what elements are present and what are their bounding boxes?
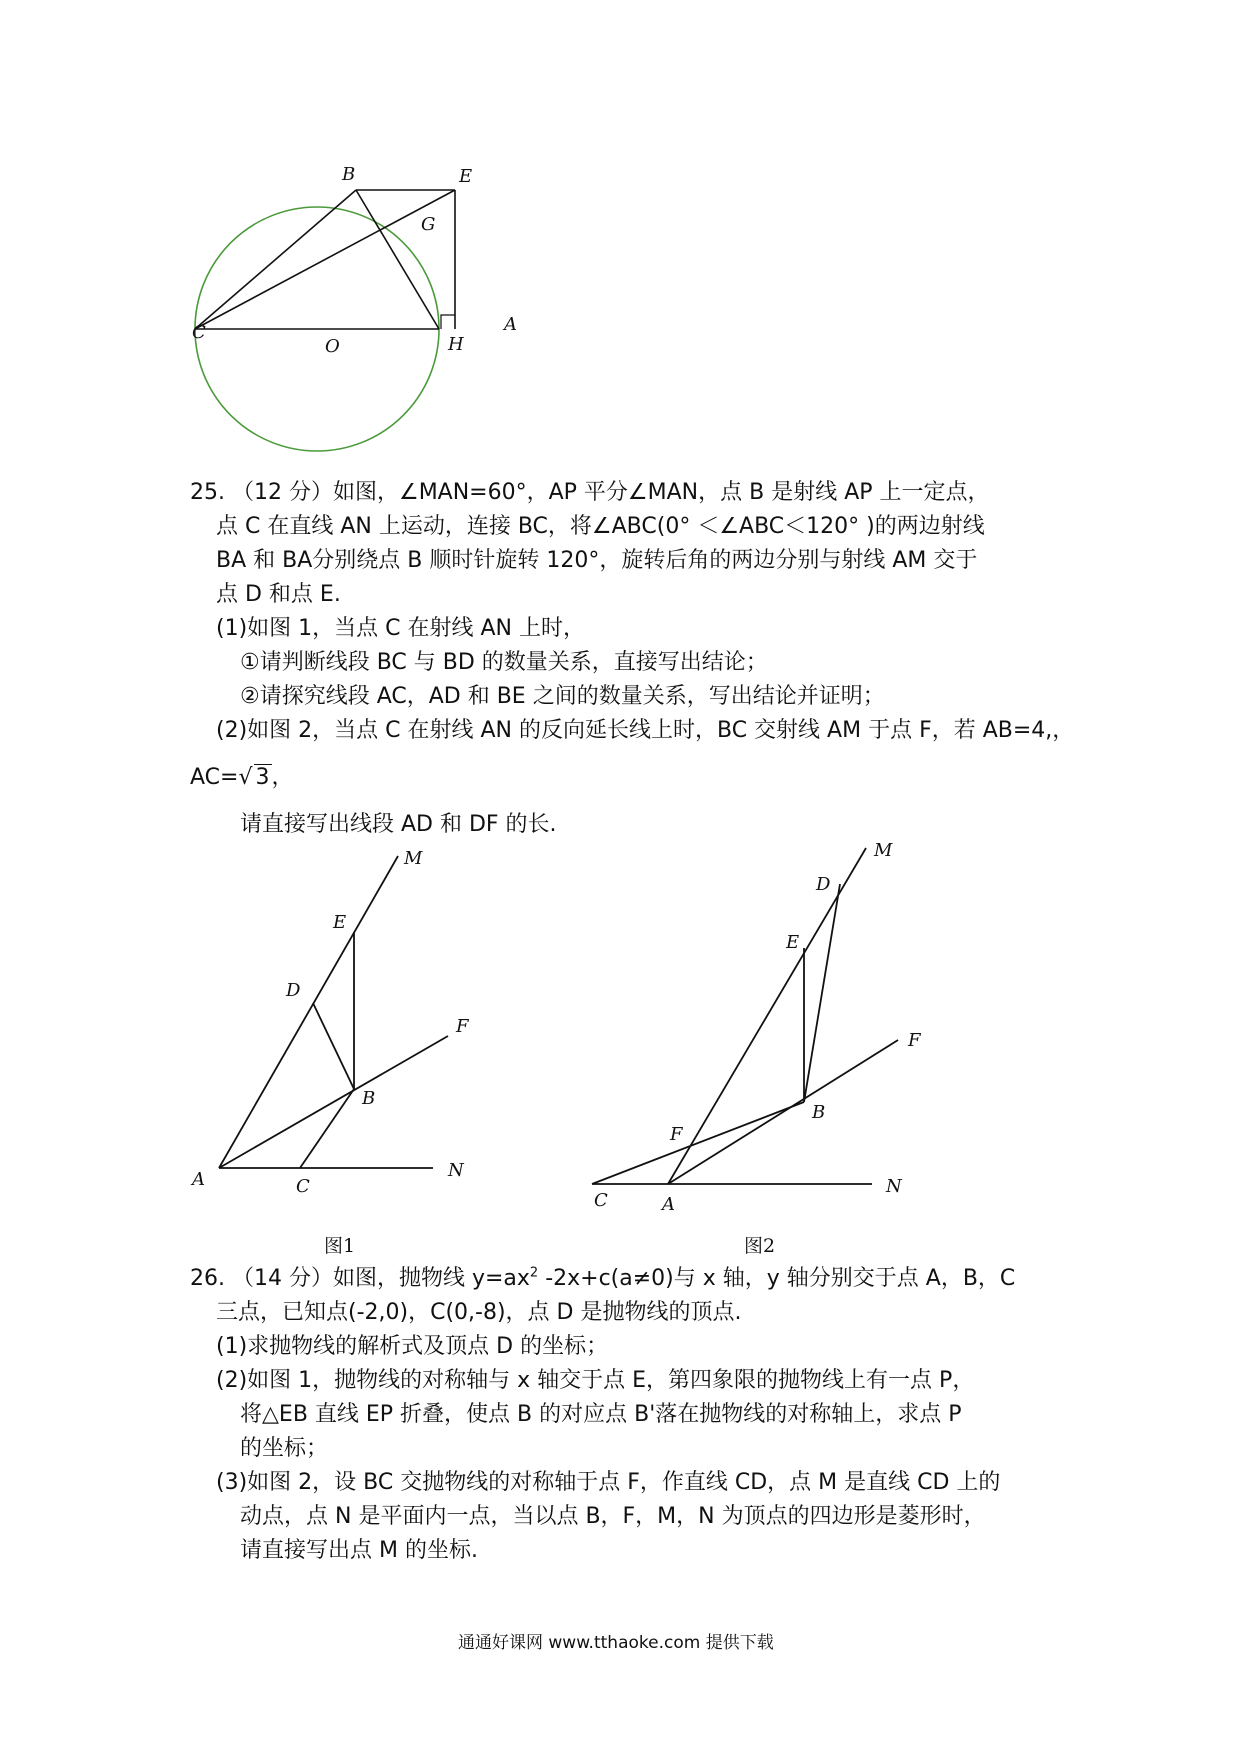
fig2-label-F: F	[670, 1124, 683, 1145]
fig2-label-E: E	[786, 932, 800, 953]
fig1-label-B: B	[362, 1088, 376, 1109]
q25-line10: 请直接写出线段 AD 和 DF 的长.	[240, 812, 557, 837]
label-G: G	[421, 214, 436, 235]
fig2-label-M: M	[874, 840, 893, 861]
ray-AF	[668, 1040, 898, 1184]
q26-line7: (3)如图 2，设 BC 交抛物线的对称轴于点 F，作直线 CD，点 M 是直线 CD 上的	[216, 1470, 1001, 1495]
label-C: C	[192, 322, 206, 343]
q25-line6: ①请判断线段 BC 与 BD 的数量关系，直接写出结论；	[240, 650, 768, 675]
q26-line1	[190, 1264, 1015, 1294]
sqrt-symbol: √ 3	[238, 765, 270, 790]
fig2-label-N: N	[886, 1176, 902, 1197]
q25-line2: 点 C 在直线 AN 上运动，连接 BC，将∠ABC(0° ＜∠ABC＜120° )的两边射线	[216, 514, 985, 539]
fig1-label-E: E	[333, 912, 347, 933]
q25-line4: 点 D 和点 E.	[216, 582, 341, 607]
segment-DB	[804, 884, 840, 1102]
label-O: O	[325, 336, 340, 357]
q26-line5: 将△EB 直线 EP 折叠，使点 B 的对应点 B'落在抛物线的对称轴上，求点 P	[240, 1402, 962, 1427]
q26-line3: (1)求抛物线的解析式及顶点 D 的坐标；	[216, 1334, 609, 1359]
fig2-label-B: B	[812, 1102, 826, 1123]
label-H: H	[448, 334, 464, 355]
fig1-label-M: M	[404, 848, 423, 869]
q25-line3: BA 和 BA分别绕点 B 顺时针旋转 120°，旋转后角的两边分别与射线 AM 交于	[216, 548, 978, 573]
q26-line1-b: -2x+c(a≠0)与 x 轴，y 轴分别交于点 A，B，C	[538, 1266, 1016, 1291]
fig1-label-A: A	[192, 1169, 205, 1190]
q26-line9: 请直接写出点 M 的坐标.	[240, 1538, 478, 1563]
q26-line8: 动点，点 N 是平面内一点，当以点 B，F，M，N 为顶点的四边形是菱形时，	[240, 1504, 986, 1529]
q26-line6: 的坐标；	[240, 1436, 329, 1461]
fig1-label-N: N	[448, 1160, 464, 1181]
q25-line5: (1)如图 1，当点 C 在射线 AN 上时，	[216, 616, 585, 641]
q25-line8: (2)如图 2，当点 C 在射线 AN 的反向延长线上时，BC 交射线 AM 于点 F，若 AB=4,，	[216, 718, 1075, 743]
label-A: A	[504, 314, 517, 335]
label-B: B	[342, 164, 356, 185]
fig1-label-F: F	[456, 1016, 469, 1037]
fig2-label-C: C	[594, 1190, 608, 1211]
fig1-label-D: D	[286, 980, 301, 1001]
page-footer: 通通好课网 www.tthaoke.com 提供下载	[458, 1633, 774, 1653]
q26-line2: 三点，已知点(-2,0)，C(0,-8)，点 D 是抛物线的顶点.	[216, 1300, 742, 1325]
fig2-caption: 图2	[744, 1235, 776, 1257]
sqrt-radicand: 3	[255, 765, 270, 790]
fig2-label-A: A	[662, 1194, 675, 1215]
fig1-caption: 图1	[324, 1235, 356, 1257]
q26-line4: (2)如图 1，抛物线的对称轴与 x 轴交于点 E，第四象限的抛物线上有一点 P，	[216, 1368, 975, 1393]
segment-CB	[592, 1102, 804, 1184]
fig2-label-F-ray: F	[908, 1030, 921, 1051]
q25-line1: 25. （12 分）如图，∠MAN=60°，AP 平分∠MAN，点 B 是射线 AP 上一定点，	[190, 480, 990, 505]
fig1-label-C: C	[296, 1176, 310, 1197]
label-E: E	[459, 166, 473, 187]
q25-ac-suffix: ，	[271, 765, 294, 790]
q26-line1-a: 26. （14 分）如图，抛物线 y=ax	[190, 1266, 530, 1291]
q25-line7: ②请探究线段 AC，AD 和 BE 之间的数量关系，写出结论并证明；	[240, 684, 885, 709]
fig2-label-D: D	[816, 874, 831, 895]
ray-AM	[668, 848, 866, 1184]
q26-exponent: 2	[529, 1265, 539, 1281]
q25-ac-prefix: AC=	[190, 765, 239, 790]
